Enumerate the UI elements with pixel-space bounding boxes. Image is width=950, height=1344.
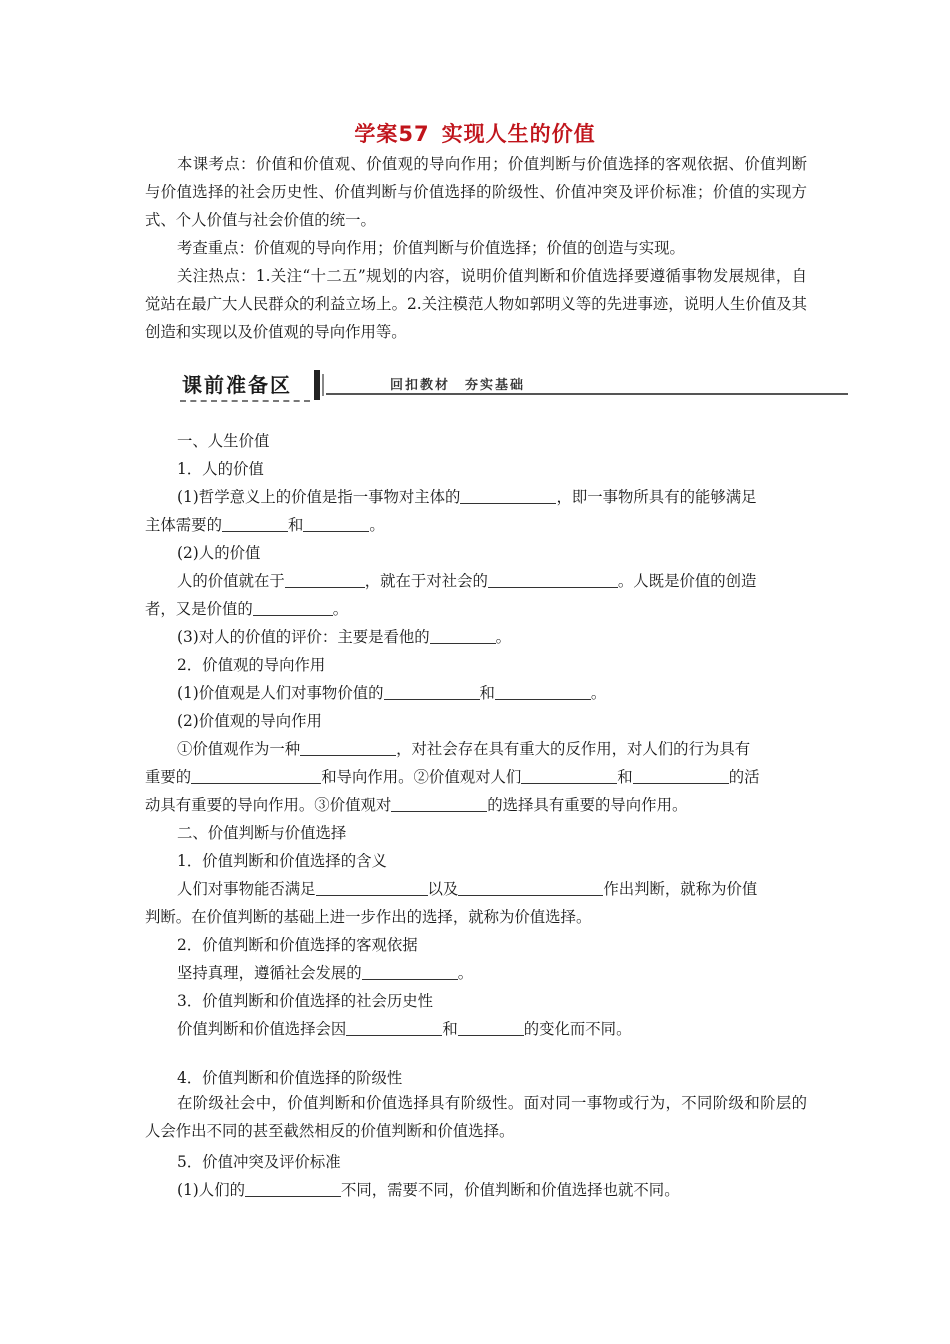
s2-heading: 二、价值判断与价值选择: [177, 824, 347, 842]
text-segment: 者，又是价值的: [145, 600, 253, 618]
text-segment: 。: [332, 600, 349, 618]
text-segment: 的活: [728, 768, 760, 786]
s1-h2: 2．价值观的导向作用: [177, 656, 326, 674]
fill-blank[interactable]: [633, 769, 729, 784]
s2-h1: 1．价值判断和价值选择的含义: [177, 852, 387, 870]
fill-blank[interactable]: [384, 685, 480, 700]
text-segment: 不同，需要不同，价值判断和价值选择也就不同。: [340, 1181, 680, 1199]
banner-underline: [180, 400, 310, 402]
fill-blank[interactable]: [460, 489, 556, 504]
fill-blank[interactable]: [521, 769, 617, 784]
fill-blank[interactable]: [303, 517, 369, 532]
text-segment: ，就在于对社会的: [364, 572, 488, 590]
s1-p5: [177, 681, 807, 703]
text-segment: 和导向作用。②价值观对人们: [321, 768, 522, 786]
intro-kaodian: 本课考点：价值和价值观、价值观的导向作用；价值判断与价值选择的客观依据、价值判断与价值选择的社会历史性、价值判断与价值选择的阶级性、价值冲突及评价标准；价值的实现方式、个人价值与社会价值的统一。: [145, 155, 807, 229]
text-segment: (3)对人的价值的评价：主要是看他的: [177, 628, 430, 646]
s1-p7-line3: [145, 793, 807, 815]
fill-blank[interactable]: [245, 1182, 341, 1197]
intro-redian: 关注热点：1.关注“十二五”规划的内容，说明价值判断和价值选择要遵循事物发展规律，自觉站在最广大人民群众的利益立场上。2.关注模范人物如郭明义等的先进事迹，说明人生价值及其创造和实现以及价值观的导向作用等。: [145, 267, 807, 341]
s2-h4: 4．价值判断和价值选择的阶级性: [177, 1069, 403, 1087]
text-segment: (1)价值观是人们对事物价值的: [177, 684, 384, 702]
s1-p3-line1: [177, 569, 807, 591]
fill-blank[interactable]: [362, 965, 458, 980]
s2-p1-line2: 判断。在价值判断的基础上进一步作出的选择，就称为价值选择。: [145, 908, 592, 926]
section-banner: [176, 366, 848, 406]
banner-rule: [326, 393, 848, 395]
s1-p2: (2)人的价值: [177, 544, 261, 562]
banner-divider-thin: [322, 374, 324, 396]
banner-divider: [314, 370, 320, 400]
fill-blank[interactable]: [430, 629, 496, 644]
fill-blank[interactable]: [316, 881, 428, 896]
text-segment: ①价值观作为一种: [177, 740, 301, 758]
text-segment: 。: [495, 628, 512, 646]
s1-p6: (2)价值观的导向作用: [177, 712, 322, 730]
s2-p5: [177, 1178, 807, 1200]
text-segment: 主体需要的: [145, 516, 222, 534]
text-segment: 人的价值就在于: [177, 572, 285, 590]
text-segment: (1)哲学意义上的价值是指一事物对主体的: [177, 488, 461, 506]
fill-blank[interactable]: [391, 797, 487, 812]
text-segment: 重要的: [145, 768, 192, 786]
s1-p7-line1: [177, 737, 807, 759]
text-segment: 和: [442, 1020, 458, 1038]
fill-blank[interactable]: [300, 741, 396, 756]
text-segment: 人们对事物能否满足: [177, 880, 316, 898]
text-segment: 以及: [427, 880, 459, 898]
s1-p4: [177, 625, 807, 647]
text-segment: 。: [369, 516, 385, 534]
s1-p7-line2: [145, 765, 807, 787]
s2-h5: 5．价值冲突及评价标准: [177, 1153, 341, 1171]
fill-blank[interactable]: [458, 881, 603, 896]
s2-p3: [177, 1017, 807, 1039]
page-title: [0, 118, 950, 148]
s2-p4: 在阶级社会中，价值判断和价值选择具有阶级性。面对同一事物或行为，不同阶级和阶层的人会作出不同的甚至截然相反的价值判断和价值选择。: [145, 1094, 807, 1140]
text-segment: 的选择具有重要的导向作用。: [487, 796, 688, 814]
banner-label: 课前准备区: [182, 373, 292, 397]
s1-heading: 一、人生价值: [177, 432, 270, 450]
fill-blank[interactable]: [458, 1021, 524, 1036]
fill-blank[interactable]: [346, 1021, 442, 1036]
s1-p1-line1: [177, 485, 807, 507]
s1-p1-line2: [145, 513, 807, 535]
fill-blank[interactable]: [191, 769, 321, 784]
text-segment: 。人既是价值的创造: [617, 572, 757, 590]
fill-blank[interactable]: [285, 573, 365, 588]
s2-h3: 3．价值判断和价值选择的社会历史性: [177, 992, 434, 1010]
s1-h1: 1．人的价值: [177, 460, 264, 478]
title-number: 学案57: [354, 122, 430, 146]
s2-p1-line1: [177, 877, 807, 899]
text-segment: 和: [479, 684, 495, 702]
fill-blank[interactable]: [253, 601, 333, 616]
s1-p3-line2: [145, 597, 807, 619]
intro-zhongdian: 考查重点：价值观的导向作用；价值判断与价值选择；价值的创造与实现。: [177, 239, 685, 257]
text-segment: 。: [590, 684, 607, 702]
text-segment: 和: [617, 768, 633, 786]
text-segment: 动具有重要的导向作用。③价值观对: [145, 796, 392, 814]
s2-p2: [177, 961, 807, 983]
text-segment: ，对社会存在具有重大的反作用，对人们的行为具有: [396, 740, 751, 758]
fill-blank[interactable]: [495, 685, 591, 700]
text-segment: 作出判断，就称为价值: [603, 880, 758, 898]
title-text: 实现人生的价值: [441, 122, 596, 146]
fill-blank[interactable]: [222, 517, 288, 532]
text-segment: 。: [457, 964, 474, 982]
text-segment: 的变化而不同。: [523, 1020, 632, 1038]
s2-h2: 2．价值判断和价值选择的客观依据: [177, 936, 418, 954]
text-segment: 价值判断和价值选择会因: [177, 1020, 347, 1038]
banner-subtitle: 回扣教材 夯实基础: [390, 378, 526, 393]
text-segment: ，即一事物所具有的能够满足: [556, 488, 757, 506]
text-segment: (1)人们的: [177, 1181, 245, 1199]
text-segment: 坚持真理，遵循社会发展的: [177, 964, 362, 982]
fill-blank[interactable]: [488, 573, 618, 588]
text-segment: 和: [287, 516, 304, 534]
